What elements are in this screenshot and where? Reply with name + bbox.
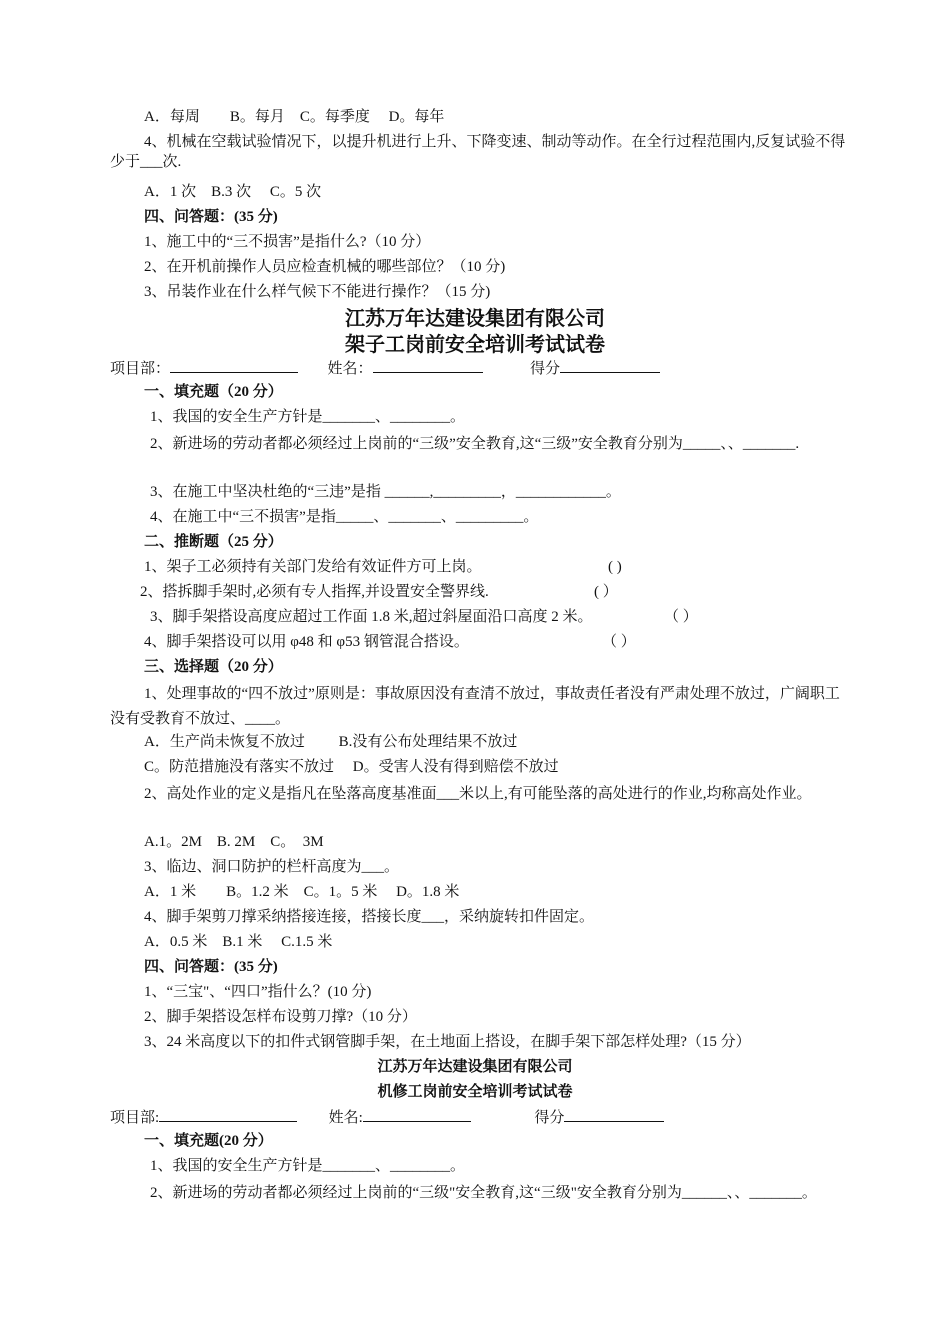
question-text: 2、高处作业的定义是指凡在坠落高度基准面___米以上,有可能坠落的高处进行的作业,均称高处作业。 [144,786,812,802]
company-title: 江苏万年达建设集团有限公司 [345,306,605,330]
judgement-item: 2、搭拆脚手架时,必须有专人指挥,并设置安全警界线. [140,584,489,600]
name-blank[interactable] [363,1106,471,1122]
question-text: 2、在开机前操作人员应检查机械的哪些部位？（10 分) [144,259,506,275]
answer-parenthesis[interactable]: ( ) [608,559,622,575]
choice-options: A．0.5 米 B.1 米 C.1.5 米 [144,934,333,950]
exam-header-fields [110,1106,664,1128]
section-heading: 一、填充题（20 分） [144,384,283,400]
section-heading: 二、推断题（25 分） [144,534,283,550]
question-text: 1、施工中的“三不损害”是指什么?（10 分） [144,234,431,250]
question-text: 2、新进场的劳动者都必须经过上岗前的“三级"安全教育,这“三级"安全教育分别为______、、_______。 [150,1185,817,1201]
question-text: 1、处理事故的“四不放过”原则是：事故原因没有查清不放过，事故责任者没有严肃处理不放过，广阔职工没有受教育不放过、____。 [110,686,840,727]
project-blank[interactable] [159,1106,297,1122]
choice-options: A.1。2M B. 2M C。 3M [144,834,324,850]
choice-options: A．生产尚未恢复不放过 B.没有公布处理结果不放过 [144,734,518,750]
choice-options: A．1 次 B.3 次 C。5 次 [144,184,322,200]
section-heading: 一、填充题(20 分） [144,1133,273,1149]
question-text: 2、脚手架搭设怎样布设剪刀撑?（10 分） [144,1009,417,1025]
judgement-item: 4、脚手架搭设可以用 φ48 和 φ53 钢管混合搭设。 [144,634,469,650]
project-blank[interactable] [170,357,298,373]
section-heading: 四、问答题：(35 分) [144,209,278,225]
name-label: 姓名: [328,1110,363,1126]
company-title: 江苏万年达建设集团有限公司 [377,1057,573,1075]
question-text: 1、“三宝"、“四口”指什么？(10 分) [144,984,372,1000]
score-label: 得分 [534,1110,565,1126]
question-text: 3、在施工中坚决杜绝的“三违”是指 ______,_________，____________。 [150,484,621,500]
project-label: 项目部: [110,1110,160,1126]
judgement-item: 1、架子工必须持有关部门发给有效证件方可上岗。 [144,559,482,575]
exam-title: 架子工岗前安全培训考试试卷 [345,332,605,356]
question-text: 3、吊装作业在什么样气候下不能进行操作？（15 分) [144,284,491,300]
question-text: 1、我国的安全生产方针是_______、________。 [150,409,466,425]
exam-title: 机修工岗前安全培训考试试卷 [377,1082,573,1100]
choice-options: C。防范措施没有落实不放过 D。受害人没有得到赔偿不放过 [144,759,559,775]
section-heading: 三、选择题（20 分） [144,659,283,675]
judgement-item: 3、脚手架搭设高度应超过工作面 1.8 米,超过斜屋面沿口高度 2 米。 [150,609,593,625]
answer-parenthesis[interactable]: ( ） [594,584,618,600]
choice-options: A．1 米 B。1.2 米 C。1。5 米 D。1.8 米 [144,884,460,900]
answer-parenthesis[interactable]: （ ） [602,634,636,650]
question-text: 4、在施工中“三不损害”是指_____、_______、_________。 [150,509,539,525]
section-heading: 四、问答题：(35 分) [144,959,278,975]
question-text: 2、新进场的劳动者都必须经过上岗前的“三级”安全教育,这“三级”安全教育分别为_____、、_______. [150,436,800,452]
answer-parenthesis[interactable]: （ ） [664,609,698,625]
question-text: 4、脚手架剪刀撑采纳搭接连接，搭接长度___，采纳旋转扣件固定。 [144,909,595,925]
question-text: 4、机械在空载试验情况下，以提升机进行上升、下降变速、制动等动作。在全行过程范围内,反复试验不得少于___次. [110,134,846,170]
exam-header-fields [110,357,660,379]
score-blank[interactable] [564,1106,664,1122]
score-blank[interactable] [560,357,660,373]
choice-options: A．每周 B。每月 C。每季度 D。每年 [144,109,445,125]
question-text: 1、我国的安全生产方针是_______、________。 [150,1158,466,1174]
project-label: 项目部： [110,361,171,377]
question-text: 3、临边、洞口防护的栏杆高度为___。 [144,859,400,875]
score-label: 得分 [530,361,561,377]
name-label: 姓名： [327,361,373,377]
name-blank[interactable] [373,357,483,373]
question-text: 3、24 米高度以下的扣件式钢管脚手架，在土地面上搭设，在脚手架下部怎样处理?（15 分） [144,1034,751,1050]
